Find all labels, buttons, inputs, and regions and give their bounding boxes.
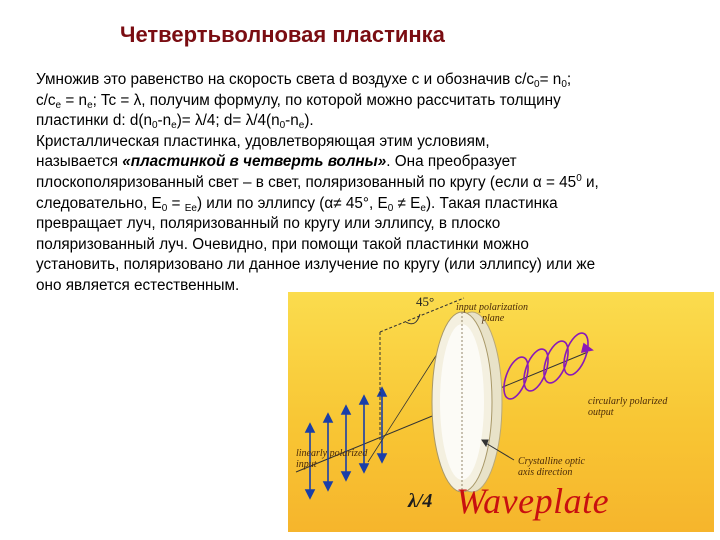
circular-output-helix — [499, 330, 593, 402]
circular-output-label: circularly polarized output — [588, 396, 668, 418]
text-line: пластинки d: $d(n_0-n_e)= \lambda/4$; $d= \lambda/4(n_0-n_e)$. — [36, 112, 314, 132]
page-title: Четвертьволновая пластинка — [120, 22, 445, 47]
waveplate-figure — [288, 292, 714, 532]
optic-axis-label: Crystalline optic axis direction — [518, 456, 585, 478]
linear-input-label: linearly polarized input — [296, 448, 368, 470]
angle-label: 45° — [416, 294, 435, 309]
main-paragraph — [36, 70, 704, 297]
text-line: установить, поляризовано ли данное излучение по кругу (или эллипсу) или же — [36, 256, 596, 274]
text-line: оно является естественным. — [36, 276, 240, 294]
linear-input-arrows — [306, 388, 386, 498]
text-line: поляризованный луч. Очевидно, при помощи такой пластинки можно — [36, 235, 529, 253]
lambda-quarter-label: λ/4 — [408, 490, 433, 512]
waveplate-title: Waveplate — [456, 481, 610, 521]
text-line: Умножив это равенство на скорость света d воздухе с и обозначив $c/c_0= n_0$; — [36, 71, 572, 90]
emphasis-term: «пластинкой в четверть волны» — [122, 153, 387, 171]
input-plane-label: input polarization plane — [456, 302, 528, 324]
text-line: следовательно, $Е_0 = _{Ее}$) или по эллипсу (α≠ 45°, $Е_0 \ne Е_е$). Такая пластинка — [36, 194, 558, 214]
text-line: плоскополяризованный свет – в свет, поляризованный по кругу (если $\alpha = 45^0$ и, — [36, 172, 599, 191]
text-line: Кристаллическая пластинка, удовлетворяющая этим условиям, — [36, 132, 490, 150]
waveplate-disk — [432, 312, 502, 492]
text-line: превращает луч, поляризованный по кругу или эллипсу, в плоско — [36, 215, 501, 233]
text-line: называется «пластинкой в четверть волны». Она преобразует — [36, 153, 517, 171]
text-line: $c/c_e = n_e$; Tc = λ, получим формулу, по которой можно рассчитать толщину — [36, 91, 561, 111]
